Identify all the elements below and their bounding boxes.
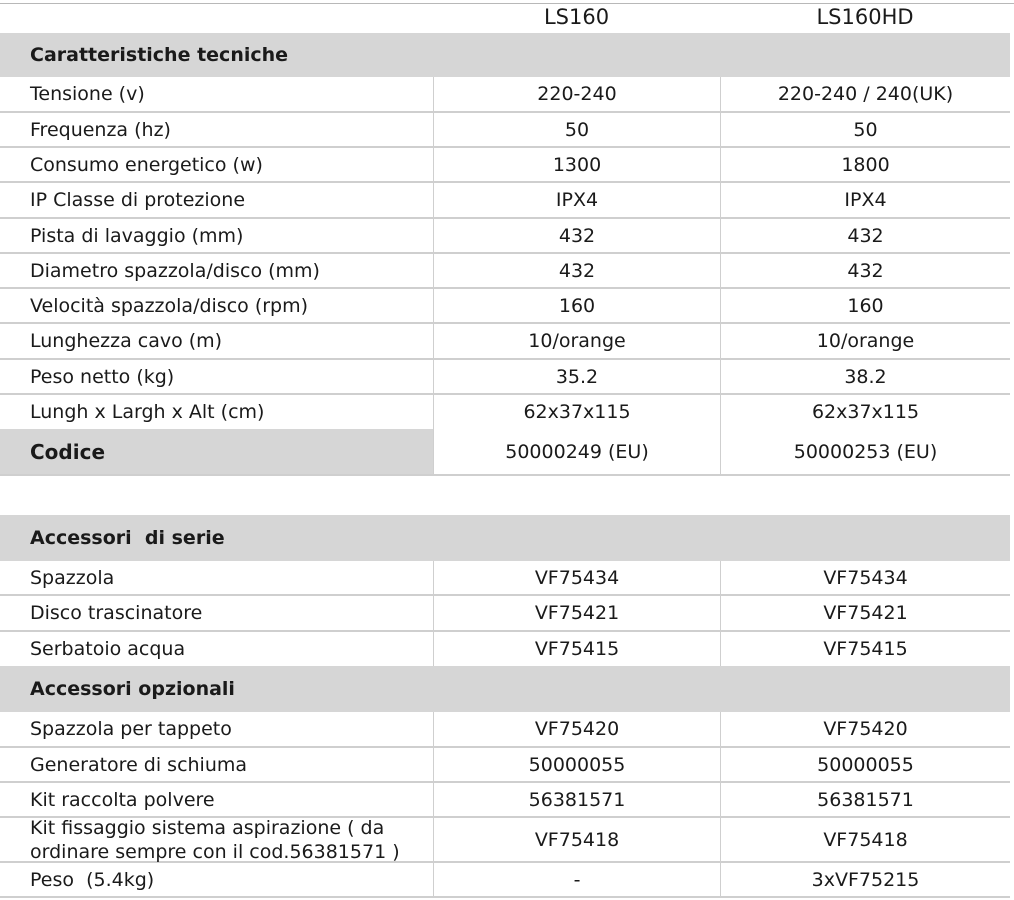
code-value-ls160hd: 50000253 (EU) (720, 429, 1010, 474)
row-value-ls160: VF75434 (433, 561, 720, 594)
table-row (0, 289, 1010, 324)
row-value-ls160: 1300 (433, 148, 720, 181)
row-label: Pista di lavaggio (mm) (30, 224, 244, 247)
row-label: Lunghezza cavo (m) (30, 330, 223, 352)
code-value-ls160: 50000249 (EU) (433, 429, 720, 474)
row-value-ls160hd: VF75434 (720, 561, 1010, 594)
row-value-ls160hd: 3xVF75215 (720, 863, 1010, 896)
table-row (0, 712, 1010, 748)
row-label: Frequenza (hz) (30, 118, 171, 141)
row-value-ls160: VF75418 (433, 818, 720, 861)
row-value-ls160hd: 220-240 / 240(UK) (720, 77, 1010, 111)
table-row (0, 596, 1010, 632)
row-value-ls160hd: VF75418 (720, 818, 1010, 861)
row-label: Tensione (v) (30, 83, 145, 105)
row-value-ls160: 432 (433, 219, 720, 252)
column-header-ls160: LS160 (543, 5, 610, 29)
row-value-ls160hd: VF75420 (720, 712, 1010, 746)
row-value-ls160hd: 50000055 (720, 748, 1010, 781)
row-label: Consumo energetico (w) (30, 153, 263, 176)
section-header-optional-accessories (0, 666, 1010, 712)
table-row (0, 360, 1010, 395)
code-label: Codice (0, 429, 433, 474)
table-row (0, 748, 1010, 783)
row-value-ls160: 432 (433, 254, 720, 287)
row-value-ls160: VF75420 (433, 712, 720, 746)
row-label: Peso (5.4kg) (30, 868, 155, 891)
section-header-standard-accessories (0, 515, 1010, 561)
row-value-ls160hd: 432 (720, 219, 1010, 252)
row-value-ls160hd: 56381571 (720, 783, 1010, 816)
table-row (0, 561, 1010, 596)
row-value-ls160hd: 1800 (720, 148, 1010, 181)
row-value-ls160hd: VF75415 (720, 632, 1010, 666)
row-value-ls160: 50 (433, 113, 720, 146)
row-value-ls160hd: 160 (720, 289, 1010, 322)
table-row (0, 148, 1010, 183)
table-row (0, 254, 1010, 289)
row-label: Lungh x Largh x Alt (cm) (30, 401, 265, 423)
row-value-ls160: 50000055 (433, 748, 720, 781)
row-label: Serbatoio acqua (30, 638, 186, 660)
table-row (0, 818, 1010, 863)
section-title: Accessori opzionali (30, 678, 235, 700)
row-value-ls160hd: VF75421 (720, 596, 1010, 630)
row-label: Diametro spazzola/disco (mm) (30, 259, 320, 282)
row-value-ls160hd: 432 (720, 254, 1010, 287)
row-label: Kit raccolta polvere (30, 788, 215, 811)
row-value-ls160hd: 10/orange (720, 324, 1010, 358)
row-label: Spazzola per tappeto (30, 718, 232, 740)
row-value-ls160: 62x37x115 (433, 395, 720, 429)
row-value-ls160hd: 62x37x115 (720, 395, 1010, 429)
row-value-ls160: 35.2 (433, 360, 720, 393)
row-label: IP Classe di protezione (30, 189, 246, 211)
row-value-ls160hd: 38.2 (720, 360, 1010, 393)
row-label: Kit fissaggio sistema aspirazione ( da ordinare sempre con il cod.56381571 ) (30, 816, 400, 863)
row-value-ls160: 220-240 (433, 77, 720, 111)
table-row (0, 77, 1010, 113)
table-row (0, 324, 1010, 360)
section-title: Accessori di serie (30, 527, 225, 549)
row-value-ls160: - (433, 863, 720, 896)
row-label: Disco trascinatore (30, 602, 203, 624)
table-row (0, 632, 1010, 666)
row-value-ls160: VF75415 (433, 632, 720, 666)
table-row (0, 863, 1010, 898)
table-row (0, 395, 1010, 429)
row-label: Peso netto (kg) (30, 365, 175, 388)
row-value-ls160: VF75421 (433, 596, 720, 630)
product-code-row (0, 429, 1010, 476)
row-value-ls160: 10/orange (433, 324, 720, 358)
row-label: Velocità spazzola/disco (rpm) (30, 294, 309, 317)
row-value-ls160hd: 50 (720, 113, 1010, 146)
section-header-technical (0, 33, 1010, 77)
table-row (0, 783, 1010, 818)
section-title: Caratteristiche tecniche (30, 44, 289, 66)
row-label: Generatore di schiuma (30, 753, 248, 776)
row-value-ls160: 160 (433, 289, 720, 322)
row-value-ls160hd: IPX4 (720, 183, 1010, 217)
row-label: Spazzola (30, 566, 115, 589)
table-row (0, 219, 1010, 254)
table-row (0, 113, 1010, 148)
table-row (0, 183, 1010, 219)
column-header-ls160hd: LS160HD (816, 5, 914, 29)
row-value-ls160: IPX4 (433, 183, 720, 217)
row-value-ls160: 56381571 (433, 783, 720, 816)
